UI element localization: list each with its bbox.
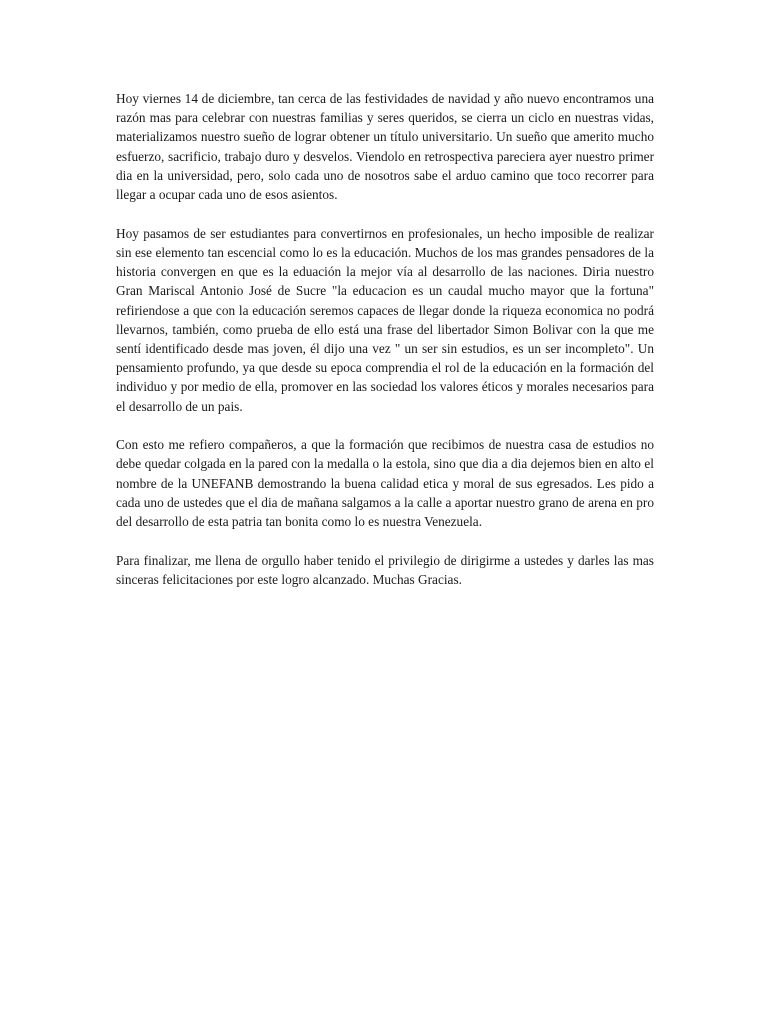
- paragraph-intro: Hoy viernes 14 de diciembre, tan cerca de las festividades de navidad y año nuevo encontramos una razón mas para celebrar con nuestras familias y seres queridos, se cierra un ciclo en nuestras vidas, materializamos nuestro sueño de lograr obtener un título universitario. Un sueño que amerito mucho esfuerzo, sacrificio, trabajo duro y desvelos. Viendolo en retrospectiva pareciera ayer nuestro primer dia en la universidad, pero, solo cada uno de nosotros sabe el arduo camino que toco recorrer para llegar a ocupar cada uno de esos asientos.: [116, 91, 654, 203]
- paragraph-education: Hoy pasamos de ser estudiantes para convertirnos en profesionales, un hecho imposible de realizar sin ese elemento tan escencial como lo es la educación. Muchos de los mas grandes pensadores de la historia convergen en que es la eduación la mejor vía al desarrollo de las naciones. Diria nuestro Gran Mariscal Antonio José de Sucre "la educacion es un caudal mucho mayor que la fortuna" refiriendose a que con la educación seremos capaces de llegar donde la riqueza economica no podrá llevarnos, también, como prueba de ello está una frase del libertador Simon Bolivar con la que me sentí identificado desde mas joven, él dijo una vez " un ser sin estudios, es un ser incompleto". Un pensamiento profundo, ya que desde su epoca comprendia el rol de la educación en la formación del individuo y por medio de ella, promover en las sociedad los valores éticos y morales necesarios para el desarrollo de un pais.: [116, 225, 654, 414]
- paragraph-companions: Con esto me refiero compañeros, a que la formación que recibimos de nuestra casa de estudios no debe quedar colgada en la pared con la medalla o la estola, sino que dia a dia dejemos bien en alto el nombre de la UNEFANB demostrando la buena calidad etica y moral de sus egresados. Les pido a cada uno de ustedes que el dia de mañana salgamos a la calle a aportar nuestro grano de arena en pro del desarrollo de esta patria tan bonita como lo es nuestra Venezuela.: [116, 437, 654, 530]
- paragraph-closing: Para finalizar, me llena de orgullo haber tenido el privilegio de dirigirme a ustedes y darles las mas sinceras felicitaciones por este logro alcanzado. Muchas Gracias.: [116, 552, 654, 587]
- document-page: [116, 89, 654, 609]
